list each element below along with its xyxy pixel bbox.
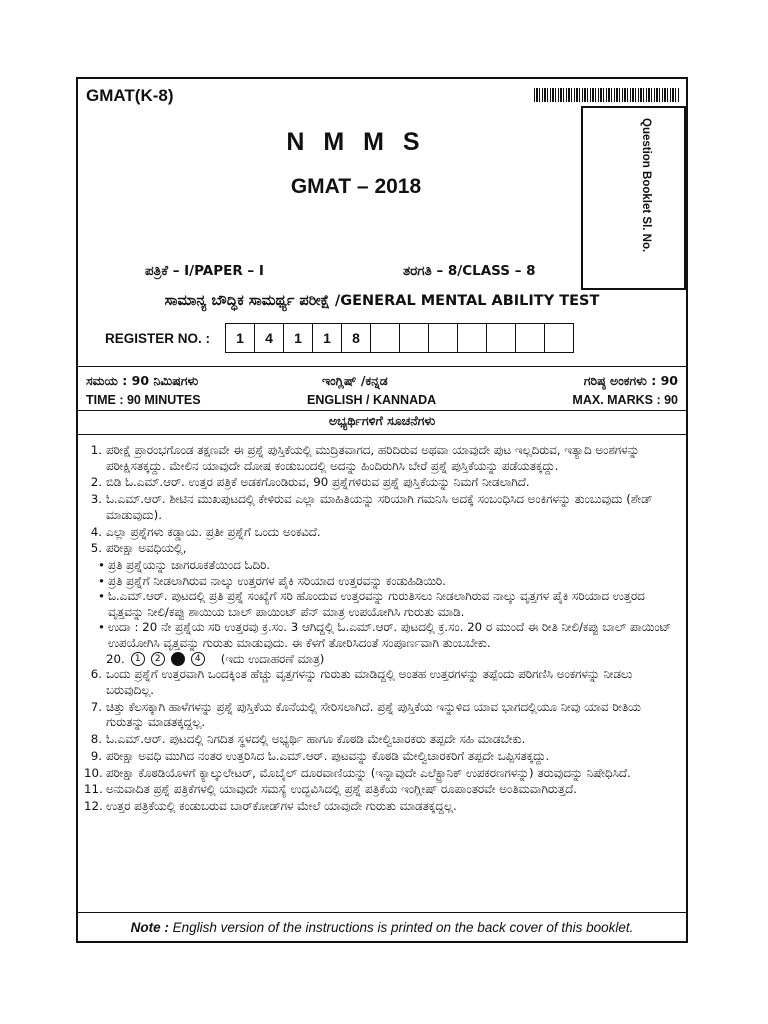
exam-title: N M M S bbox=[286, 128, 426, 156]
medium-english: ENGLISH / KANNADA bbox=[307, 393, 437, 407]
option-circle-filled: 3 bbox=[171, 652, 185, 666]
paper-label: ಪತ್ರಿಕೆ – I/PAPER – I bbox=[145, 263, 264, 279]
note-label: Note : bbox=[130, 920, 169, 935]
divider bbox=[76, 366, 688, 367]
list-item: 7. ಚಿತ್ತು ಕೆಲಸಕ್ಕಾಗಿ ಹಾಳೆಗಳನ್ನು ಪ್ರಶ್ನೆ ಪುಸ್ತಿಕೆಯ ಕೊನೆಯಲ್ಲಿ ಸೇರಿಸಲಾಗಿದೆ. ಪ್ರಶ್ನೆ ಪುಸ್ತಿಕೆಯ ಇನ್ನುಳಿದ ಯಾವ ಭಾಗದಲ್ಲಿಯೂ ನೀವು ಯಾವ ರೀತಿಯ ಗುರುತನ್ನು ಮಾಡತಕ್ಕದ್ದಲ್ಲ. bbox=[90, 699, 641, 730]
divider bbox=[76, 912, 688, 913]
register-label: REGISTER NO. : bbox=[105, 331, 211, 346]
instructions-list bbox=[84, 443, 680, 816]
list-item: 3. ಓ.ಎಮ್.ಆರ್. ಶೀಟಿನ ಮುಖಪುಟದಲ್ಲಿ ಕೇಳಿರುವ ಎಲ್ಲಾ ಮಾಹಿತಿಯನ್ನು ಸರಿಯಾಗಿ ಗಮನಿಸಿ ಅದಕ್ಕೆ ಸಂಬಂಧಿಸಿದ ಅಂಕಿಗಳನ್ನು ತುಂಬುವುದು (ಶೇಡ್ ಮಾಡುವುದು). bbox=[90, 492, 653, 522]
list-item: 8. ಓ.ಎಮ್.ಆರ್. ಪುಟದಲ್ಲಿ ನಿಗದಿತ ಸ್ಥಳದಲ್ಲಿ ಅಭ್ಯರ್ಥಿ ಹಾಗೂ ಕೊಠಡಿ ಮೇಲ್ವಿಚಾರಕರು ತಪ್ಪದೇ ಸಹಿ ಮಾಡಬೇಕು. bbox=[90, 732, 526, 746]
medium-kannada: ಇಂಗ್ಲಿಷ್ /ಕನ್ನಡ bbox=[322, 373, 388, 388]
register-digit: 8 bbox=[341, 323, 371, 353]
list-item: 10. ಪರೀಕ್ಷಾ ಕೊಠಡಿಯೊಳಗೆ ಕ್ಯಾಲ್ಕುಲೇಟರ್, ಮೊಬೈಲ್ ದೂರವಾಣಿಯನ್ನು (ಇನ್ನಾವುದೇ ಎಲೆಕ್ಟ್ರಾನಿಕ್ ಉಪಕರಣಗಳನ್ನು) ತರುವುದನ್ನು ನಿಷೇಧಿಸಿದೆ. bbox=[84, 765, 631, 780]
option-circle: 4 bbox=[191, 652, 205, 666]
register-digit bbox=[457, 323, 487, 353]
example-caption: (ಇದು ಉದಾಹರಣೆ ಮಾತ್ರ) bbox=[220, 651, 325, 666]
example-question-number: 20. bbox=[106, 651, 125, 666]
register-digit bbox=[370, 323, 400, 353]
register-digit: 4 bbox=[254, 323, 284, 353]
sub-list-item: • ಓ.ಎಮ್.ಆರ್. ಪುಟದಲ್ಲಿ ಪ್ರತಿ ಪ್ರಶ್ನೆ ಸಂಖ್ಯೆಗೆ ಸರಿ ಹೊಂದುವ ಉತ್ತರವನ್ನು ಗುರುತಿಸಲು ನೀಡಲಾಗಿರುವ ನಾಲ್ಕು ವೃತ್ತಗಳ ಪೈಕಿ ಸರಿಯಾದ ಉತ್ತರದ ವೃತ್ತವನ್ನು ನೀಲಿ/ಕಪ್ಪು ಶಾಯಿಯ ಬಾಲ್ ಪಾಯಿಂಟ್ ಪೆನ್ ಮಾತ್ರ ಉಪಯೋಗಿಸಿ ಗುರುತು ಮಾಡಿ. bbox=[98, 589, 645, 619]
register-digit bbox=[428, 323, 458, 353]
exam-code: GMAT(K-8) bbox=[86, 86, 174, 105]
register-number-boxes bbox=[226, 323, 574, 353]
option-circle: 1 bbox=[131, 652, 145, 666]
barcode bbox=[534, 88, 680, 102]
list-item: 9. ಪರೀಕ್ಷಾ ಅವಧಿ ಮುಗಿದ ನಂತರ ಉತ್ತರಿಸಿದ ಓ.ಎಮ್.ಆರ್. ಪುಟವನ್ನು ಕೊಠಡಿ ಮೇಲ್ವಿಚಾರಕರಿಗೆ ತಪ್ಪದೇ ಒಪ್ಪಿಸತಕ್ಕದ್ದು. bbox=[90, 748, 550, 763]
class-label: ತರಗತಿ – 8/CLASS – 8 bbox=[403, 263, 536, 279]
footer-note bbox=[76, 920, 688, 935]
time-english: TIME : 90 MINUTES bbox=[86, 393, 201, 407]
marks-kannada: ಗರಿಷ್ಠ ಅಂಕಗಳು : 90 bbox=[583, 373, 678, 388]
list-item: 1. ಪರೀಕ್ಷೆ ಪ್ರಾರಂಭಗೊಂಡ ತಕ್ಷಣವೇ ಈ ಪ್ರಶ್ನೆ ಪುಸ್ತಿಕೆಯಲ್ಲಿ ಮುದ್ರಿತವಾಗದ, ಹರಿದಿರುವ ಅಥವಾ ಯಾವುದೇ ಪುಟ ಇಲ್ಲದಿರುವ, ಇತ್ಯಾದಿ ಅಂಶಗಳನ್ನು ಪರೀಕ್ಷಿಸತಕ್ಕದ್ದು. ಮೇಲಿನ ಯಾವುದೇ ದೋಷ ಕಂಡುಬಂದಲ್ಲಿ ಅದನ್ನು ಹಿಂದಿರುಗಿಸಿ ಬೇರೆ ಪ್ರಶ್ನೆ ಪುಸ್ತಿಕೆಯನ್ನು ಪಡೆಯತಕ್ಕದ್ದು. bbox=[90, 443, 640, 473]
list-item: 12. ಉತ್ತರ ಪತ್ರಿಕೆಯಲ್ಲಿ ಕಂಡುಬರುವ ಬಾರ್‌ಕೋಡ್‌ಗಳ ಮೇಲೆ ಯಾವುದೇ ಗುರುತು ಮಾಡತಕ್ಕದ್ದಲ್ಲ. bbox=[84, 799, 457, 814]
list-item: 2. ಬಿಡಿ ಓ.ಎಮ್.ಆರ್. ಉತ್ತರ ಪತ್ರಿಕೆ ಅಡಕಗೊಂಡಿರುವ, 90 ಪ್ರಶ್ನೆಗಳಿರುವ ಪ್ರಶ್ನೆ ಪುಸ್ತಿಕೆಯನ್ನು ನಿಮಗೆ ನೀಡಲಾಗಿದೆ. bbox=[90, 475, 530, 490]
register-digit bbox=[544, 323, 574, 353]
time-kannada: ಸಮಯ : 90 ನಿಮಿಷಗಳು bbox=[86, 373, 199, 388]
register-digit bbox=[399, 323, 429, 353]
note-text: English version of the instructions is printed on the back cover of this booklet. bbox=[172, 920, 634, 935]
list-item: 11. ಅನುವಾದಿತ ಪ್ರಶ್ನೆ ಪತ್ರಿಕೆಗಳಲ್ಲಿ ಯಾವುದೇ ಸಮಸ್ಯೆ ಉದ್ಭವಿಸಿದಲ್ಲಿ ಪ್ರಶ್ನೆ ಪತ್ರಿಕೆಯ ಇಂಗ್ಲೀಷ್ ರೂಪಾಂತರವೇ ಅಂತಿಮವಾಗಿರುತ್ತದೆ. bbox=[84, 782, 578, 797]
list-item: 4. ಎಲ್ಲಾ ಪ್ರಶ್ನೆಗಳು ಕಡ್ಡಾಯ. ಪ್ರತೀ ಪ್ರಶ್ನೆಗೆ ಒಂದು ಅಂಕವಿದೆ. bbox=[90, 524, 321, 539]
divider bbox=[76, 410, 688, 411]
list-item: 5. ಪರೀಕ್ಷಾ ಅವಧಿಯಲ್ಲಿ, bbox=[90, 541, 187, 556]
instructions-heading: ಅಭ್ಯರ್ಥಿಗಳಿಗೆ ಸೂಚನೆಗಳು bbox=[328, 413, 436, 428]
sub-list-item: • ಉದಾ : 20 ನೇ ಪ್ರಶ್ನೆಯ ಸರಿ ಉತ್ತರವು ಕ್ರ.ಸಂ. 3 ಆಗಿದ್ದಲ್ಲಿ ಓ.ಎಮ್.ಆರ್. ಪುಟದಲ್ಲಿ ಕ್ರ.ಸಂ. 20 ರ ಮುಂದೆ ಈ ರೀತಿ ನೀಲಿ/ಕಪ್ಪು ಬಾಲ್ ಪಾಯಿಂಟ್ ಉಪಯೋಗಿಸಿ ವೃತ್ತವನ್ನು ಗುರುತು ಮಾಡುವುದು. ಈ ಕೆಳಗೆ ತೋರಿಸಿದಂತೆ ಸಂಪೂರ್ಣವಾಗಿ ತುಂಬಬೇಕು. bbox=[98, 620, 672, 651]
answer-example bbox=[106, 652, 680, 668]
sub-list-item: • ಪ್ರತಿ ಪ್ರಶ್ನೆಯನ್ನು ಜಾಗರೂಕತೆಯಿಂದ ಓದಿರಿ. bbox=[98, 558, 271, 573]
register-digit bbox=[515, 323, 545, 353]
booklet-serial-label: Question Booklet Sl. No. bbox=[640, 118, 652, 253]
option-circle: 2 bbox=[151, 652, 165, 666]
register-digit bbox=[486, 323, 516, 353]
exam-subtitle: GMAT – 2018 bbox=[290, 175, 422, 198]
list-item: 6. ಒಂದು ಪ್ರಶ್ನೆಗೆ ಉತ್ತರವಾಗಿ ಒಂದಕ್ಕಿಂತ ಹೆಚ್ಚು ವೃತ್ತಗಳನ್ನು ಗುರುತು ಮಾಡಿದ್ದಲ್ಲಿ ಅಂತಹ ಉತ್ತರಗಳನ್ನು ತಪ್ಪೆಂದು ಪರಿಗಣಿಸಿ ಅಂಕಗಳನ್ನು ನೀಡಲು ಬರುವುದಿಲ್ಲ. bbox=[90, 667, 633, 697]
sub-list-item: • ಪ್ರತಿ ಪ್ರಶ್ನೆಗೆ ನೀಡಲಾಗಿರುವ ನಾಲ್ಕು ಉತ್ತರಗಳ ಪೈಕಿ ಸರಿಯಾದ ಉತ್ತರವನ್ನು ಕಂಡುಹಿಡಿಯಿರಿ. bbox=[98, 573, 446, 588]
register-digit: 1 bbox=[225, 323, 255, 353]
register-digit: 1 bbox=[283, 323, 313, 353]
test-name: ಸಾಮಾನ್ಯ ಬೌದ್ಧಿಕ ಸಾಮರ್ಥ್ಯ ಪರೀಕ್ಷೆ /GENERAL MENTAL ABILITY TEST bbox=[164, 293, 600, 309]
marks-english: MAX. MARKS : 90 bbox=[572, 393, 678, 407]
divider bbox=[76, 434, 688, 435]
register-digit: 1 bbox=[312, 323, 342, 353]
